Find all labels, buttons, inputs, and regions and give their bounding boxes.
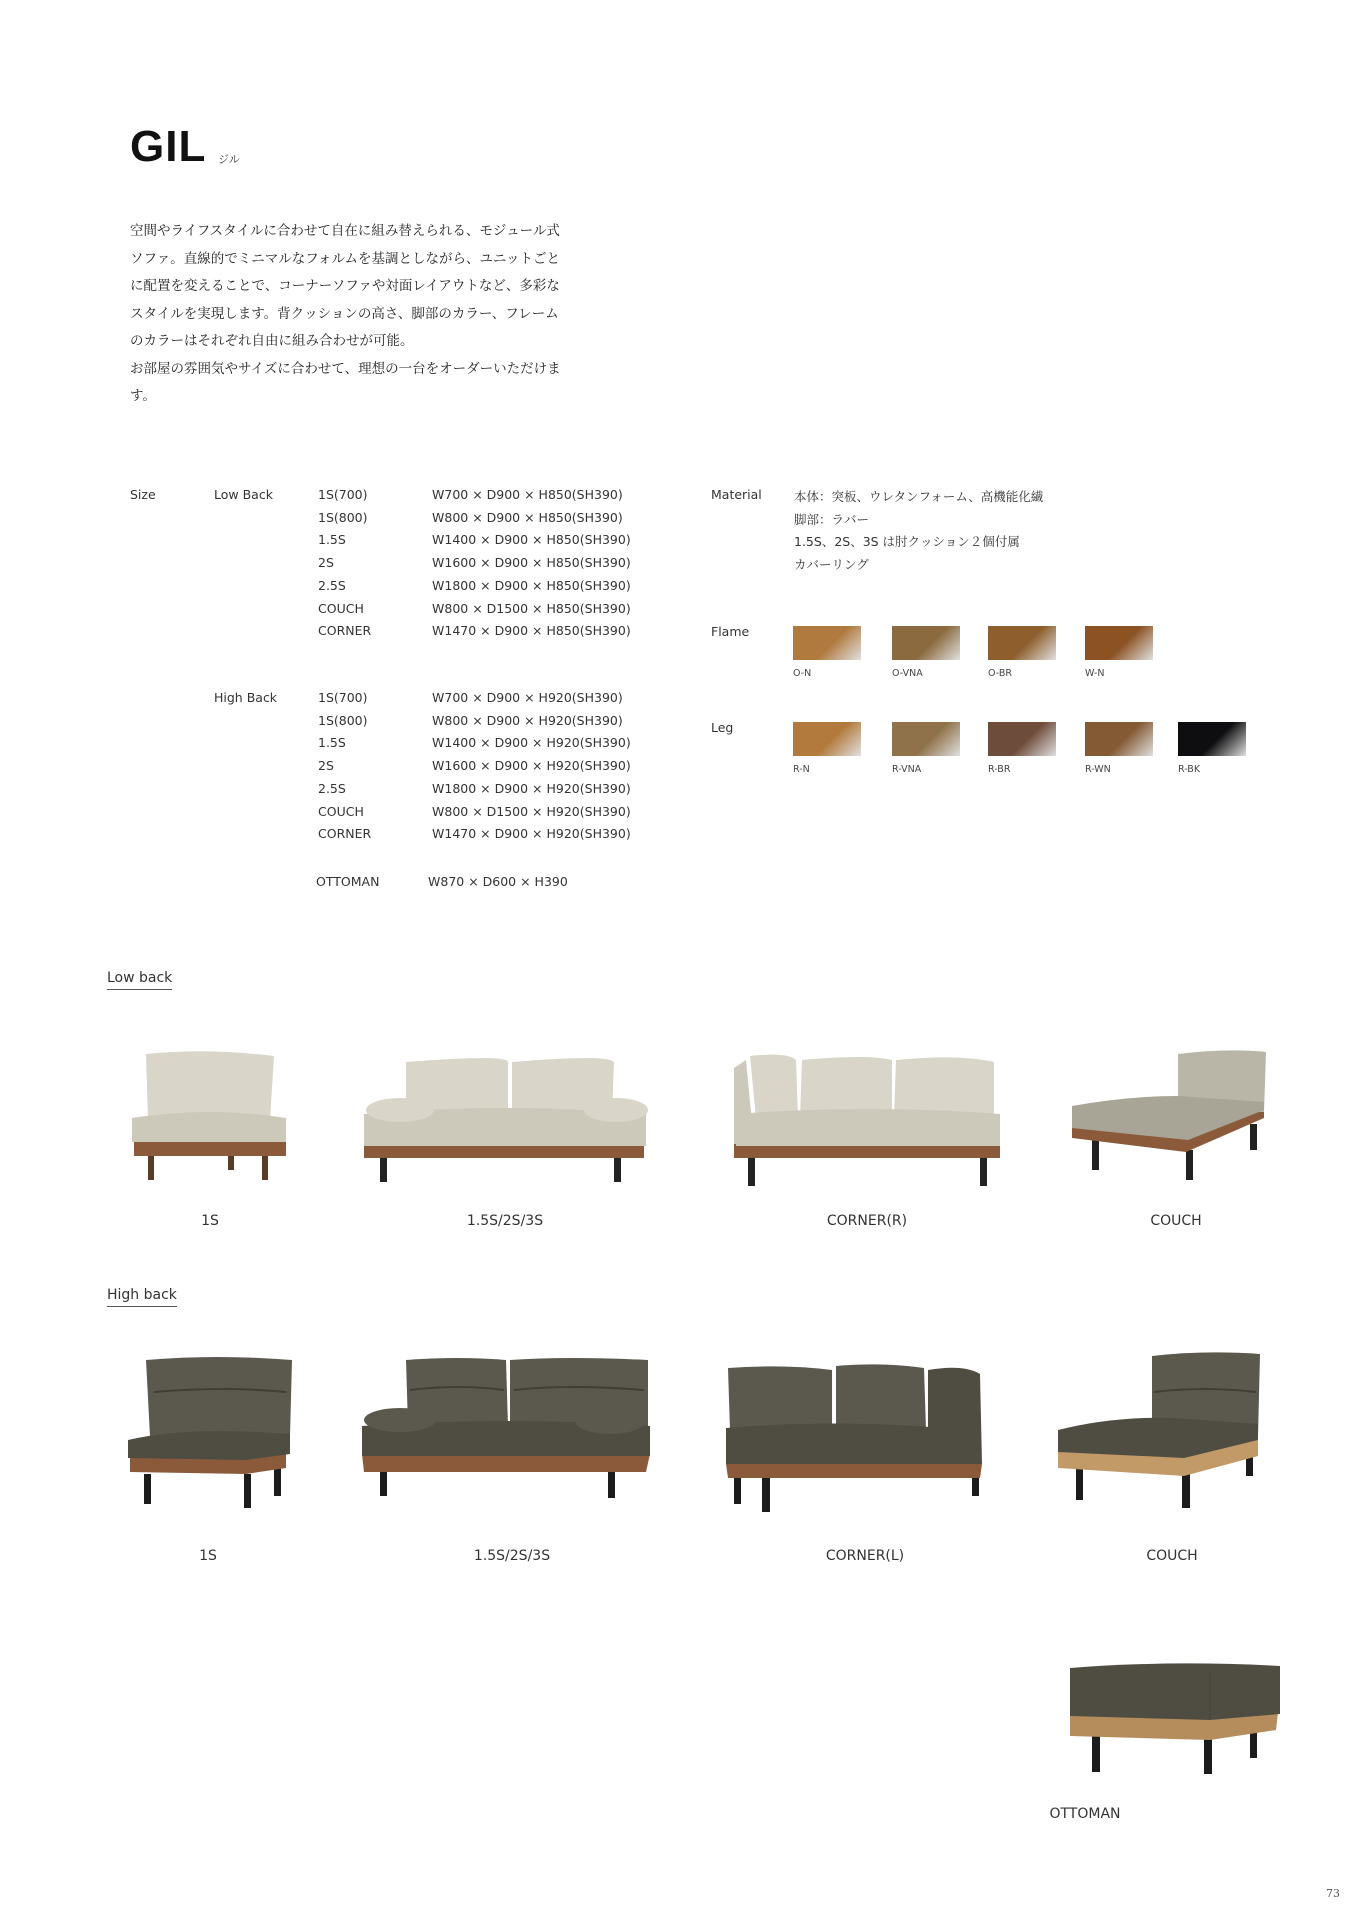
leg-swatch <box>1178 722 1246 756</box>
description-line: す。 <box>130 388 156 404</box>
page-number: 73 <box>1326 1887 1340 1900</box>
size-dimensions: W800 × D900 × H850(SH390) <box>432 509 623 525</box>
leg-swatch <box>892 722 960 756</box>
size-dimensions: W1470 × D900 × H920(SH390) <box>432 826 631 842</box>
size-dimensions: W1600 × D900 × H850(SH390) <box>432 555 631 571</box>
material-line: 脚部：ラバー <box>794 512 870 527</box>
size-model: 1.5S <box>318 735 346 751</box>
size-model: COUCH <box>318 803 364 819</box>
leg-swatch-code: R-BR <box>988 764 1011 775</box>
low-back-1s-image <box>128 1050 298 1190</box>
leg-label: Leg <box>711 720 734 735</box>
size-model: 1S(700) <box>318 487 368 502</box>
size-dimensions: W800 × D1500 × H920(SH390) <box>432 803 631 819</box>
size-dimensions: W700 × D900 × H850(SH390) <box>432 487 623 502</box>
ottoman-model: OTTOMAN <box>316 874 380 889</box>
low-back-couch-image <box>1068 1046 1272 1186</box>
size-dimensions: W1470 × D900 × H850(SH390) <box>432 623 631 639</box>
leg-swatch-code: R-N <box>793 764 810 775</box>
size-model: 1S(800) <box>318 509 368 525</box>
size-model: COUCH <box>318 600 364 616</box>
size-model: 1.5S <box>318 532 346 548</box>
size-label: Size <box>130 487 156 502</box>
high-back-label: High Back <box>214 690 278 705</box>
flame-swatch-code: W-N <box>1085 668 1105 679</box>
product-title: GIL <box>130 122 207 171</box>
flame-swatch <box>988 626 1056 660</box>
description-line: スタイルを実現します。背クッションの高さ、脚部のカラー、フレーム <box>130 305 559 322</box>
low-back-15s-image <box>358 1050 658 1190</box>
low-back-couch-label: COUCH <box>1150 1213 1202 1229</box>
low-back-corner-r-label: CORNER(R) <box>826 1213 908 1229</box>
description-line: ソファ。直線的でミニマルなフォルムを基調としながら、ユニットごと <box>130 250 560 267</box>
size-model: 1S(800) <box>318 712 368 728</box>
size-model: 1S(700) <box>318 690 368 705</box>
leg-swatch-code: R-BK <box>1178 764 1201 775</box>
flame-label: Flame <box>711 624 750 639</box>
high-back-corner-l-image <box>724 1360 994 1516</box>
low-back-15s-label: 1.5S/2S/3S <box>466 1213 544 1229</box>
high-back-corner-l-label: CORNER(L) <box>825 1548 905 1564</box>
ottoman-label: OTTOMAN <box>1049 1806 1121 1822</box>
low-back-corner-r-image <box>728 1048 1008 1192</box>
size-dimensions: W1400 × D900 × H920(SH390) <box>432 735 631 751</box>
high-back-1s-image <box>126 1356 298 1516</box>
description-line: に配置を変えることで、コーナーソファや対面レイアウトなど、多彩な <box>130 278 560 294</box>
high-back-15s-image <box>358 1354 660 1514</box>
flame-swatch-code: O-N <box>793 668 812 679</box>
size-dimensions: W800 × D900 × H920(SH390) <box>432 712 623 728</box>
size-model: 2S <box>318 555 334 571</box>
leg-swatch <box>1085 722 1153 756</box>
size-dimensions: W1800 × D900 × H850(SH390) <box>432 577 631 593</box>
size-model: 2.5S <box>318 577 346 593</box>
flame-swatch <box>892 626 960 660</box>
material-line: 本体：突板、ウレタンフォーム、高機能化繊 <box>794 489 1044 504</box>
material-label: Material <box>711 487 762 502</box>
high-back-couch-image <box>1054 1346 1268 1512</box>
product-description <box>130 218 610 411</box>
description-line: のカラーはそれぞれ自由に組み合わせが可能。 <box>130 333 414 349</box>
flame-swatch <box>793 626 861 660</box>
leg-swatch-code: R-WN <box>1085 764 1111 775</box>
leg-swatch-code: R-VNA <box>892 764 922 775</box>
size-model: CORNER <box>318 623 372 639</box>
size-model: 2S <box>318 758 334 774</box>
size-model: 2.5S <box>318 780 346 796</box>
size-model: CORNER <box>318 826 372 842</box>
size-dimensions: W1600 × D900 × H920(SH390) <box>432 758 631 774</box>
low-back-section-title: Low back <box>107 970 172 990</box>
size-dimensions: W1400 × D900 × H850(SH390) <box>432 532 631 548</box>
high-back-couch-label: COUCH <box>1146 1548 1198 1564</box>
ottoman-image <box>1060 1660 1286 1778</box>
material-line: カバーリング <box>794 557 869 572</box>
ottoman-dims: W870 × D600 × H390 <box>428 874 568 889</box>
size-dimensions: W700 × D900 × H920(SH390) <box>432 690 623 705</box>
high-back-section-title: High back <box>107 1287 177 1307</box>
description-line: 空間やライフスタイルに合わせて自在に組み替えられる、モジュール式 <box>130 223 560 239</box>
flame-swatch-code: O-VNA <box>892 668 923 679</box>
flame-swatch <box>1085 626 1153 660</box>
low-back-label: Low Back <box>214 487 273 502</box>
high-back-15s-label: 1.5S/2S/3S <box>473 1548 551 1564</box>
size-dimensions: W1800 × D900 × H920(SH390) <box>432 780 631 796</box>
flame-swatch-code: O-BR <box>988 668 1012 679</box>
description-line: お部屋の雰囲気やサイズに合わせて、理想の一台をオーダーいただけま <box>130 360 561 377</box>
material-line: 1.5S、2S、3S は肘クッション２個付属 <box>794 534 1020 549</box>
low-back-1s-label: 1S <box>201 1213 219 1229</box>
size-dimensions: W800 × D1500 × H850(SH390) <box>432 600 631 616</box>
product-title-kana: ジル <box>218 153 240 166</box>
high-back-1s-label: 1S <box>199 1548 217 1564</box>
leg-swatch <box>793 722 861 756</box>
leg-swatch <box>988 722 1056 756</box>
